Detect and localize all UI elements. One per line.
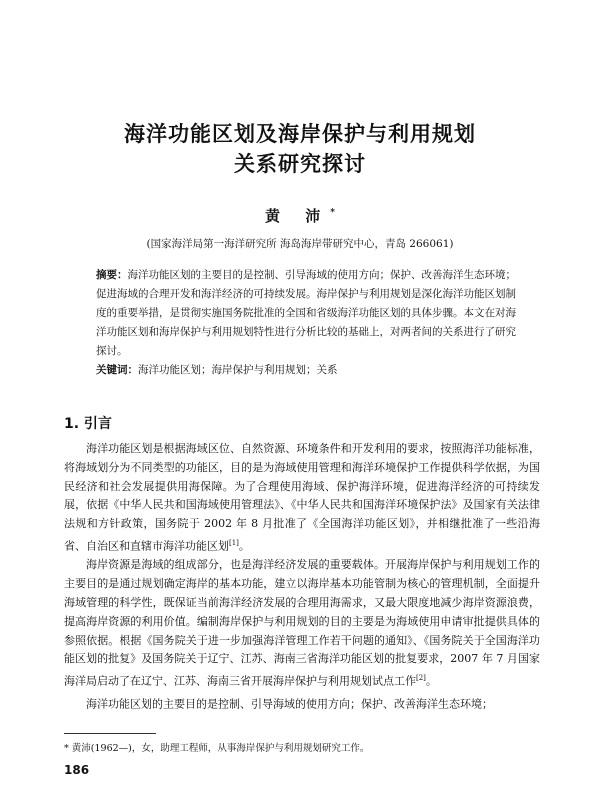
paragraph (64, 440, 540, 556)
paragraph (64, 692, 540, 714)
paper-title-line-1: 海洋功能区划及海岸保护与利用规划 (124, 122, 476, 146)
keywords-label: 关键词： (96, 364, 138, 376)
paragraph (64, 556, 540, 691)
paragraph-tail: 。 (238, 539, 250, 553)
keywords-text: 海洋功能区划；海岸保护与利用规划；关系 (138, 364, 338, 376)
affiliation: (国家海洋局第一海洋研究所 海岛海岸带研究中心，青岛 266061) (146, 238, 454, 250)
author-name: 黄 沛 (265, 207, 331, 225)
abstract-text: 海洋功能区划的主要目的是控制、引导海域的使用方向；保护、改善海洋生态环境；促进海域的合理开发和海洋经济的可持续发展。海岸保护与利用规划是深化海洋功能区划制度的重要举措，是贯彻实施国务院批准的全国和省级海洋功能区划的具体步骤。本文在对海洋功能区划和海岸保护与利用规划特性进行分析比较的基础上，对两者间的关系进行了研究探讨。 (96, 269, 516, 357)
paragraph-text: 海洋功能区划的主要目的是控制、引导海域的使用方向；保护、改善海洋生态环境； (86, 697, 493, 711)
footnote-divider (64, 733, 156, 734)
paragraph-tail: 。 (425, 674, 437, 688)
abstract-label: 摘要： (96, 269, 128, 281)
abstract (96, 266, 516, 361)
abstract-block (96, 266, 516, 380)
author (0, 205, 600, 226)
page-number: 186 (64, 763, 90, 777)
section-heading: 1. 引言 (64, 416, 112, 432)
paragraph-text: 海洋功能区划是根据海域区位、自然资源、环境条件和开发利用的要求，按照海洋功能标准，将海域划分为不同类型的功能区，目的是为海域使用管理和海洋环境保护工作提供科学依据，为国民经济和社会发展提供用海保障。为了合理使用海域、保护海洋环境，促进海洋经济的可持续发展，依据《中华人民共和国海域使用管理法》、《中华人民共和国海洋环境保护法》及国家有关法律法规和方针政策，国务院于 2002 年 8 月批准了《全国海洋功能区划》，并相继批准了一些沿海省、自治区和直辖市海洋功能区划 (64, 442, 540, 553)
paragraph-text: 海岸资源是海域的组成部分，也是海洋经济发展的重要载体。开展海岸保护与利用规划工作的主要目的是通过规划确定海岸的基本功能，建立以海岸基本功能管制为核心的管理机制，全面提升海域管理的科学性，既保证当前海洋经济发展的合理用海需求，又最大限度地减少海岸资源浪费，提高海岸资源的利用价值。编制海岸保护与利用规划的目的主要是为海域使用申请审批提供具体的参照依据。根据《国务院关于进一步加强海洋管理工作若干问题的通知》、《国务院关于全国海洋功能区划的批复》及国务院关于辽宁、江苏、海南三省海洋功能区划的批复要求，2007 年 7 月国家海洋局启动了在辽宁、江苏、海南三省开展海岸保护与利用规划试点工作 (64, 558, 540, 688)
footnote: * 黄沛(1962—)，女，助理工程师，从事海岸保护与利用规划研究工作。 (64, 743, 370, 754)
author-footnote-mark: * (330, 208, 335, 218)
citation-ref: [1] (229, 538, 239, 547)
citation-ref: [2] (416, 674, 426, 683)
paper-title-line-2: 关系研究探讨 (234, 152, 366, 176)
body-text (64, 440, 540, 714)
keywords (96, 361, 516, 380)
